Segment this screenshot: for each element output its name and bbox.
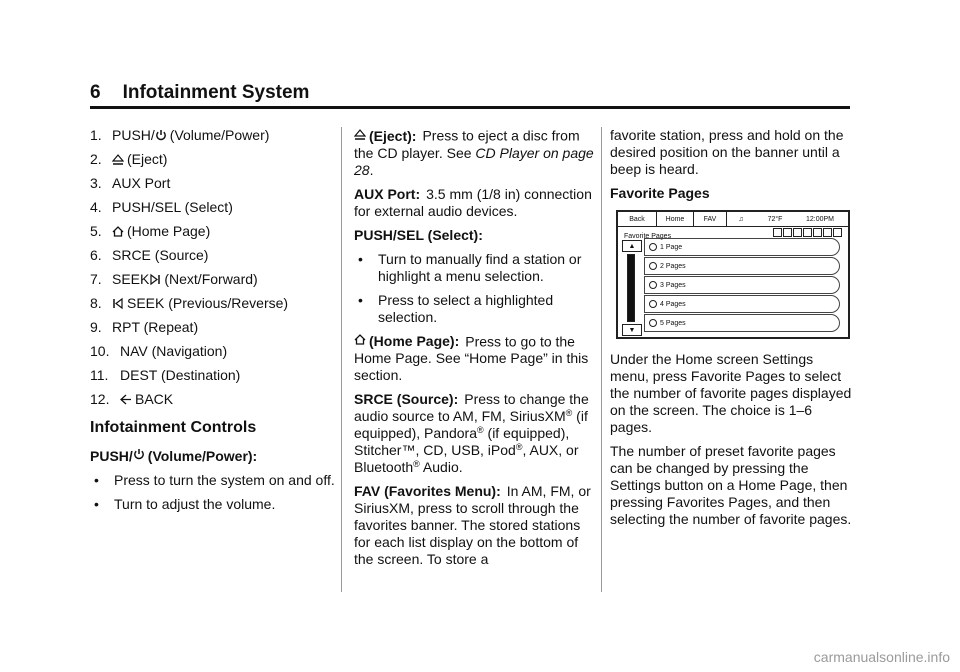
header-rule	[90, 106, 850, 109]
numbered-list	[90, 127, 335, 408]
screen-audio-icon: ♫	[738, 215, 744, 223]
column-3	[610, 127, 855, 535]
numbered-list-item: 9. RPT (Repeat)	[90, 319, 199, 335]
screen-fav-button: FAV	[694, 212, 727, 226]
numbered-list-item: 1. PUSH/ (Volume/Power)	[90, 127, 270, 143]
favorite-pages-heading: Favorite Pages	[610, 185, 710, 201]
home-icon	[354, 333, 366, 347]
scroll-down-icon: ▼	[622, 324, 642, 336]
numbered-list-item: 5. (Home Page)	[90, 223, 211, 239]
watermark: carmanualsonline.info	[813, 649, 950, 665]
cd-player-reference[interactable]: CD Player on page 28	[354, 144, 594, 178]
screen-scroll-controls	[622, 240, 640, 332]
eject-icon	[354, 127, 366, 141]
screen-clock: 12:00PM	[805, 215, 835, 223]
fav-continuation: favorite station, press and hold on the desired position on the banner until a beep is heard.	[610, 127, 844, 177]
chapter-title: Infotainment System	[122, 82, 310, 103]
srce-paragraph: SRCE (Source): Press to change the audio source to AM, FM, SiriusXM® (if equipped), Pandora® (if equipped), Stitcher™, CD, USB, iPod®, AUX, or Bluetooth® Audio.	[354, 391, 589, 475]
radio-circle-icon	[649, 243, 657, 251]
numbered-list-item: 12. BACK	[90, 391, 174, 407]
bullet-item: • Turn to adjust the volume.	[90, 496, 335, 513]
radio-circle-icon	[649, 262, 657, 270]
screen-back-button: Back	[618, 212, 657, 226]
screen-page-option: 4 Pages	[644, 295, 840, 313]
power-icon	[155, 129, 167, 143]
pushsel-term: PUSH/SEL (Select):	[354, 226, 483, 243]
column-divider-1	[341, 127, 342, 592]
previous-icon	[112, 297, 124, 311]
screen-favorite-pages-label: Favorite Pages	[624, 233, 672, 240]
favorite-pages-paragraph-1: Under the Home screen Settings menu, press Favorite Pages to select the number of favorite pages displayed on the screen. The choice is 1–6 pages.	[610, 351, 852, 435]
bullet-item: • Press to select a highlighted selection.	[354, 292, 594, 326]
column-1	[90, 127, 335, 520]
page-number: 6	[90, 82, 101, 103]
numbered-list-item: 3. AUX Port	[90, 175, 171, 191]
header-title-row	[90, 82, 850, 104]
back-icon	[120, 393, 132, 407]
bullet-item: • Turn to manually find a station or highlight a menu selection.	[354, 251, 594, 285]
numbered-list-item: 11. DEST (Destination)	[90, 367, 241, 383]
eject-paragraph: (Eject): Press to eject a disc from the CD player. See CD Player on page 28.	[354, 127, 594, 178]
numbered-list-item: 6. SRCE (Source)	[90, 247, 209, 263]
screen-top-bar	[618, 212, 848, 227]
power-icon	[133, 447, 145, 461]
screen-temperature: 72°F	[767, 215, 783, 223]
column-2	[354, 127, 594, 575]
numbered-list-item: 8. SEEK (Previous/Reverse)	[90, 295, 289, 311]
column-divider-2	[601, 127, 602, 592]
aux-paragraph: AUX Port: 3.5 mm (1/8 in) connection for external audio devices.	[354, 185, 592, 219]
numbered-list-item: 10. NAV (Navigation)	[90, 343, 228, 359]
screen-status-icons	[773, 228, 842, 237]
bullet-item: • Press to turn the system on and off.	[90, 472, 335, 489]
screen-scrollbar	[627, 254, 635, 322]
radio-circle-icon	[649, 281, 657, 289]
fav-paragraph: FAV (Favorites Menu): In AM, FM, or SiriusXM, press to scroll through the favorites banner. The stored stations for each list display on the bottom of the screen. To store a	[354, 483, 591, 567]
favorite-pages-paragraph-2: The number of preset favorite pages can be changed by pressing the Settings button on a Home Page, then pressing Favorites Pages, and then selecting the number of favorite pages.	[610, 443, 852, 527]
numbered-list-item: 4. PUSH/SEL (Select)	[90, 199, 233, 215]
home-paragraph: (Home Page): Press to go to the Home Page. See “Home Page” in this section.	[354, 333, 589, 383]
screen-pages-list	[644, 238, 840, 333]
screen-page-option: 1 Page	[644, 238, 840, 256]
screen-home-button: Home	[657, 212, 694, 226]
screen-page-option: 5 Pages	[644, 314, 840, 332]
next-icon	[149, 273, 161, 287]
radio-circle-icon	[649, 300, 657, 308]
page-header	[90, 82, 850, 104]
push-volume-term: PUSH/ (Volume/Power):	[90, 447, 258, 464]
eject-icon	[112, 153, 124, 167]
home-icon	[112, 225, 124, 239]
scroll-up-icon: ▲	[622, 240, 642, 252]
radio-circle-icon	[649, 319, 657, 327]
favorite-pages-screenshot	[616, 210, 850, 339]
section-heading: Infotainment Controls	[90, 419, 257, 436]
screen-page-option: 2 Pages	[644, 257, 840, 275]
numbered-list-item: 7. SEEK (Next/Forward)	[90, 271, 258, 287]
screen-page-option: 3 Pages	[644, 276, 840, 294]
numbered-list-item: 2. (Eject)	[90, 151, 168, 167]
